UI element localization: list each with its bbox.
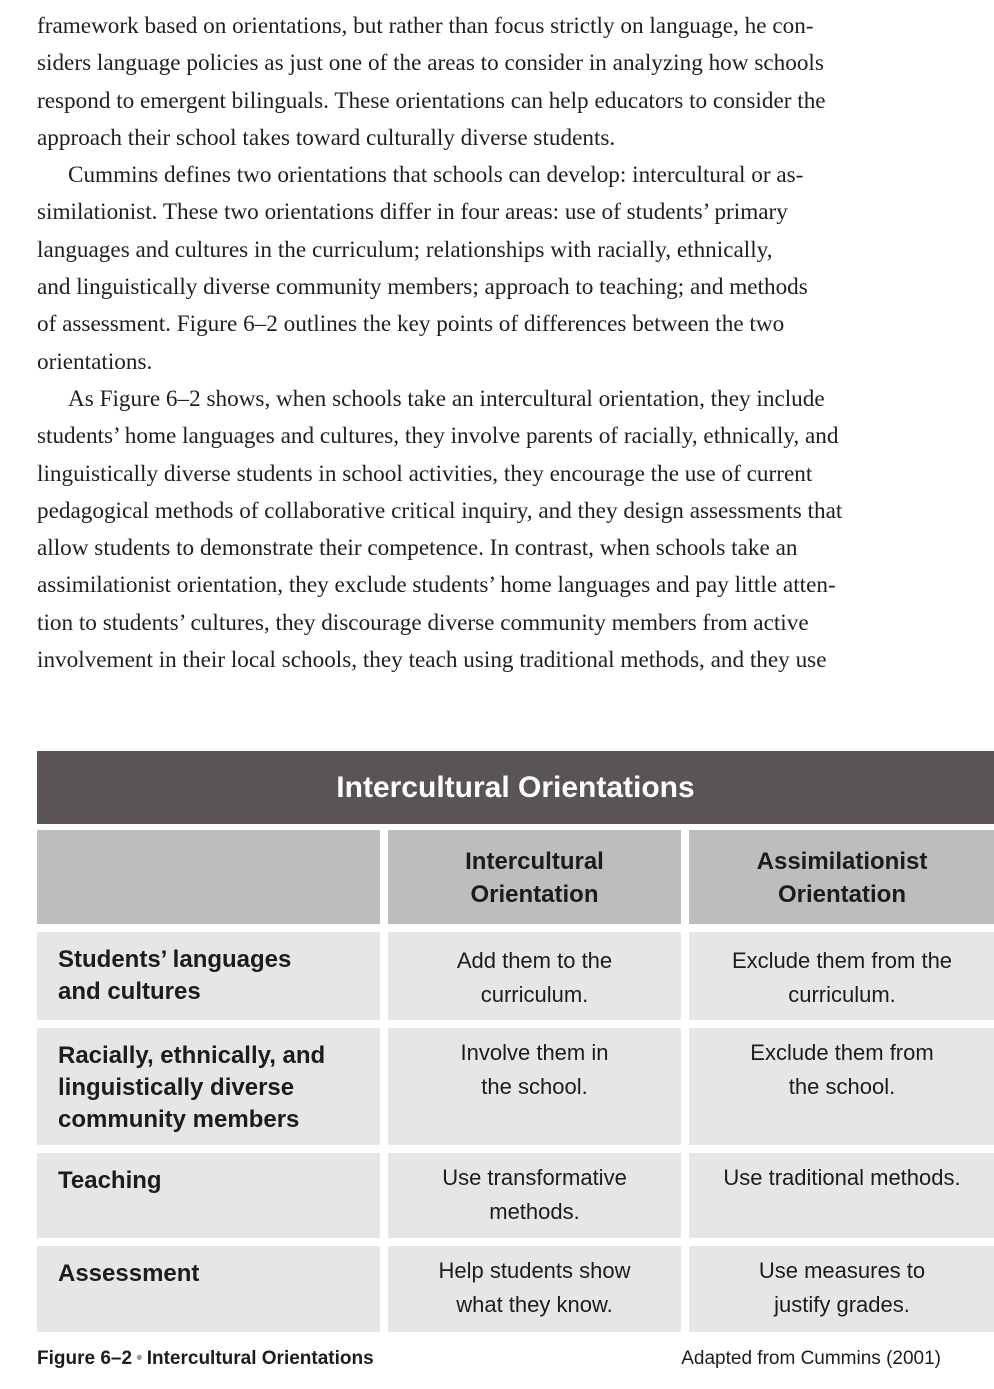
cell-assimilationist-assessment: Use measures to justify grades. — [689, 1246, 994, 1332]
paragraph-2-line: and linguistically diverse community members; approach to teaching; and methods — [37, 274, 808, 301]
paragraph-3-line: pedagogical methods of collaborative critical inquiry, and they design assessments that — [37, 497, 843, 524]
paragraph-3-line: tion to students’ cultures, they discourage diverse community members from active — [37, 609, 809, 636]
cell-assimilationist-languages: Exclude them from the curriculum. — [689, 932, 994, 1020]
corner-cell — [37, 830, 380, 924]
cell-assimilationist-teaching: Use traditional methods. — [689, 1153, 994, 1238]
cell-intercultural-languages: Add them to the curriculum. — [388, 932, 681, 1020]
paragraph-3-line: assimilationist orientation, they exclude students’ home languages and pay little atten- — [37, 572, 836, 599]
paragraph-2-line: Cummins defines two orientations that schools can develop: intercultural or as- — [68, 162, 804, 189]
column-header-intercultural: Intercultural Orientation — [388, 830, 681, 924]
caption-credit: Adapted from Cummins (2001) — [681, 1348, 941, 1369]
orientations-table — [37, 830, 994, 1332]
paragraph-2-line: of assessment. Figure 6–2 outlines the key points of differences between the two — [37, 311, 785, 338]
paragraph-3-line: allow students to demonstrate their competence. In contrast, when schools take an — [37, 535, 798, 562]
paragraph-3-line: linguistically diverse students in school activities, they encourage the use of current — [37, 460, 813, 487]
paragraph-2-line: similationist. These two orientations differ in four areas: use of students’ primary — [37, 199, 788, 226]
column-header-assimilationist: Assimilationist Orientation — [689, 830, 994, 924]
figure-caption — [37, 1348, 941, 1370]
paragraph-1-line: siders language policies as just one of the areas to consider in analyzing how schools — [37, 50, 824, 77]
figure-title-bar — [37, 751, 994, 824]
row-label-community-members: Racially, ethnically, and linguistically diverse community members — [37, 1028, 380, 1145]
paragraph-3-line: students’ home languages and cultures, they involve parents of racially, ethnically, and — [37, 423, 839, 450]
figure-number: Figure 6–2 — [37, 1348, 133, 1369]
figure-title: Intercultural Orientations — [336, 770, 695, 804]
caption-left — [37, 1348, 374, 1370]
body-text — [37, 8, 952, 679]
caption-separator: • — [136, 1348, 143, 1369]
caption-title: Intercultural Orientations — [146, 1348, 374, 1369]
paragraph-3-line: As Figure 6–2 shows, when schools take an intercultural orientation, they include — [68, 385, 825, 412]
paragraph-1-line: approach their school takes toward culturally diverse students. — [37, 124, 616, 151]
cell-intercultural-teaching: Use transformative methods. — [388, 1153, 681, 1238]
cell-intercultural-assessment: Help students show what they know. — [388, 1246, 681, 1332]
paragraph-2-line: languages and cultures in the curriculum; relationships with racially, ethnically, — [37, 236, 773, 263]
row-label-assessment: Assessment — [37, 1246, 380, 1332]
cell-intercultural-community: Involve them in the school. — [388, 1028, 681, 1145]
paragraph-2-line: orientations. — [37, 348, 153, 375]
row-label-teaching: Teaching — [37, 1153, 380, 1238]
figure-6-2 — [37, 751, 994, 1332]
row-label-languages-cultures: Students’ languages and cultures — [37, 932, 380, 1020]
paragraph-1-line: framework based on orientations, but rather than focus strictly on language, he con- — [37, 13, 814, 39]
paragraph-1-line: respond to emergent bilinguals. These orientations can help educators to consider the — [37, 87, 826, 114]
paragraph-3-line: involvement in their local schools, they teach using traditional methods, and they use — [37, 647, 827, 674]
cell-assimilationist-community: Exclude them from the school. — [689, 1028, 994, 1145]
